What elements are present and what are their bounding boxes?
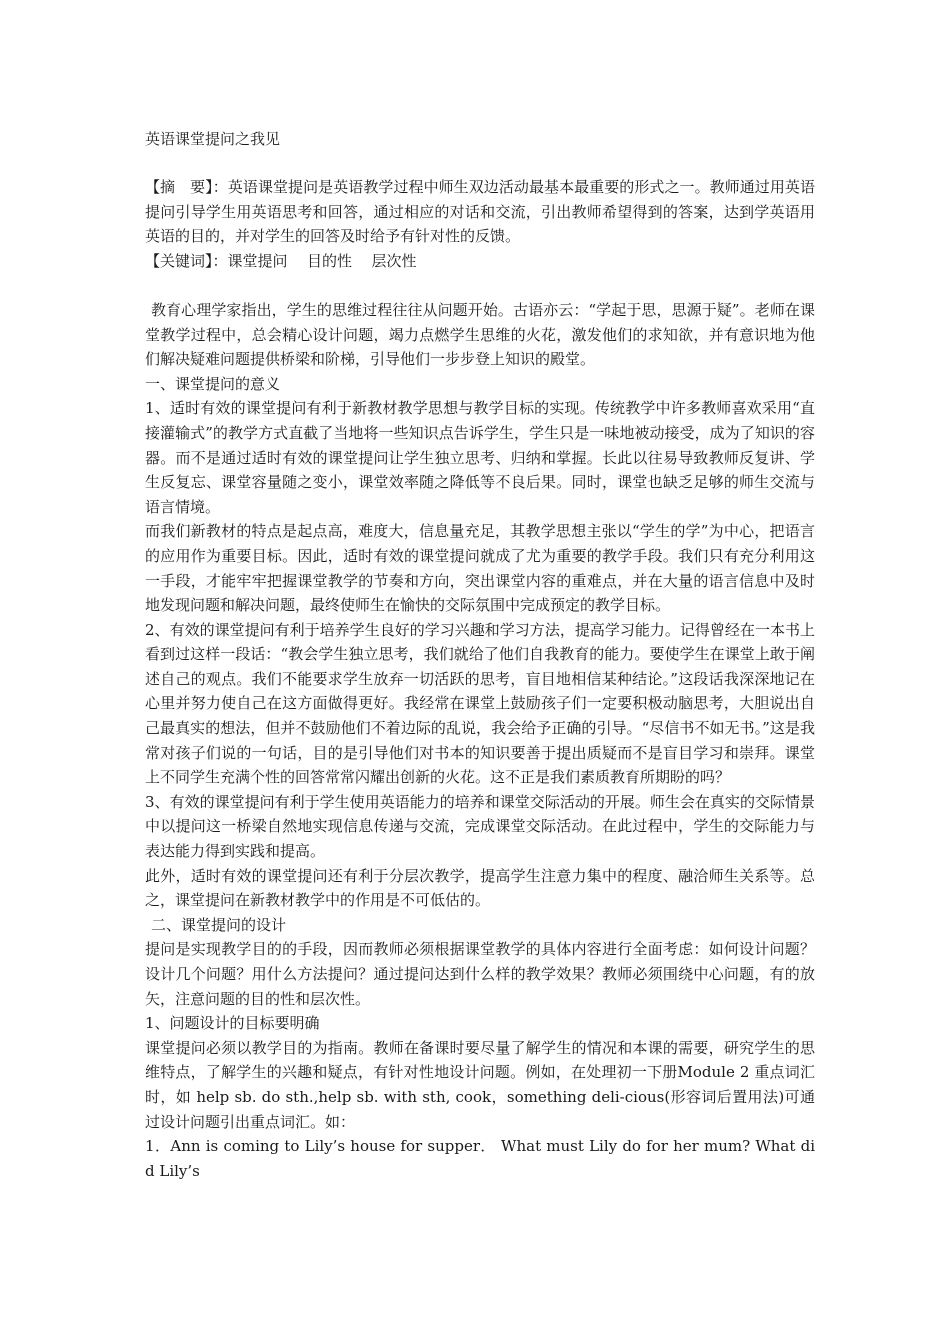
body-paragraph: 课堂提问必须以教学目的为指南。教师在备课时要尽量了解学生的情况和本课的需要，研究学生的思维特点，了解学生的兴趣和疑点，有针对性地设计问题。例如，在处理初一下册Module 2 重点词汇时，如 help sb. do sth.,help sb. with sth, cook，something deli-cious(形容词后置用法)可通过设计问题引出重点词汇。如： bbox=[145, 1038, 815, 1131]
body-paragraph: 提问是实现教学目的的手段，因而教师必须根据课堂教学的具体内容进行全面考虑：如何设计问题？设计几个问题？用什么方法提问？通过提问达到什么样的教学效果？教师必须围绕中心问题，有的放矢，注意问题的目的性和层次性。 bbox=[145, 940, 815, 1008]
abstract-paragraph bbox=[145, 175, 815, 249]
body-paragraph: 3、有效的课堂提问有利于学生使用英语能力的培养和课堂交际活动的开展。师生会在真实的交际情景中以提问这一桥梁自然地实现信息传递与交流，完成课堂交际活动。在此过程中，学生的交际能力与表达能力得到实践和提高。 bbox=[145, 792, 815, 861]
document-page bbox=[145, 127, 815, 1183]
example-question: 1．Ann is coming to Lily’s house for supper． What must Lily do for her mum? What did Lily’s bbox=[145, 1137, 815, 1180]
section-heading: 二、课堂提问的设计 bbox=[151, 915, 287, 934]
intro-paragraph: 教育心理学家指出，学生的思维过程往往从问题开始。古语亦云：“学起于思，思源于疑”。老师在课堂教学过程中，总会精心设计问题，竭力点燃学生思维的火花，激发他们的求知欲，并有意识地为他们解决疑难问题提供桥梁和阶梯，引导他们一步步登上知识的殿堂。 bbox=[145, 300, 815, 369]
section-heading: 一、课堂提问的意义 bbox=[145, 374, 281, 393]
keyword-item: 目的性 bbox=[307, 251, 353, 270]
keywords-label: 【关键词】： bbox=[145, 251, 228, 270]
abstract-text: ：英语课堂提问是英语教学过程中师生双边活动最基本最重要的形式之一。教师通过用英语提问引导学生用英语思考和回答，通过相应的对话和交流，引出教师希望得到的答案，达到学英语用英语的目的，并对学生的回答及时给予有针对性的反馈。 bbox=[145, 178, 815, 246]
keywords-line bbox=[145, 249, 815, 274]
body-paragraph: 1、适时有效的课堂提问有利于新教材教学思想与教学目标的实现。传统教学中许多教师喜欢采用“直接灌输式”的教学方式直截了当地将一些知识点告诉学生，学生只是一味地被动接受，成为了知识的容器。而不是通过适时有效的课堂提问让学生独立思考、归纳和掌握。长此以往易导致教师反复讲、学生反复忘、课堂容量随之变小，课堂效率随之降低等不良后果。同时，课堂也缺乏足够的师生交流与语言情境。 bbox=[145, 399, 815, 516]
keyword-item: 课堂提问 bbox=[227, 251, 288, 270]
document-title: 英语课堂提问之我见 bbox=[145, 130, 281, 148]
body-paragraph: 此外，适时有效的课堂提问还有利于分层次教学，提高学生注意力集中的程度、融洽师生关系等。总之，课堂提问在新教材教学中的作用是不可低估的。 bbox=[145, 866, 815, 910]
body-paragraph: 2、有效的课堂提问有利于培养学生良好的学习兴趣和学习方法，提高学习能力。记得曾经在一本书上看到过这样一段话：“教会学生独立思考，我们就给了他们自我教育的能力。要使学生在课堂上敢于阐述自己的观点。我们不能要求学生放弃一切活跃的思考，盲目地相信某种结论。”这段话我深深地记在心里并努力使自己在这方面做得更好。我经常在课堂上鼓励孩子们一定要积极动脑思考，大胆说出自己最真实的想法，但并不鼓励他们不着边际的乱说，我会给予正确的引导。“尽信书不如无书。”这是我常对孩子们说的一句话，目的是引导他们对书本的知识要善于提出质疑而不是盲目学习和崇拜。课堂上不同学生充满个性的回答常常闪耀出创新的火花。这不正是我们素质教育所期盼的吗？ bbox=[145, 620, 815, 787]
keyword-item: 层次性 bbox=[371, 251, 417, 270]
body-paragraph: 而我们新教材的特点是起点高，难度大，信息量充足，其教学思想主张以“学生的学”为中心，把语言的应用作为重要目标。因此，适时有效的课堂提问就成了尤为重要的教学手段。我们只有充分利用这一手段，才能牢牢把握课堂教学的节奏和方向，突出课堂内容的重难点，并在大量的语言信息中及时地发现问题和解决问题，最终使师生在愉快的交际氛围中完成预定的教学目标。 bbox=[145, 522, 815, 615]
subsection-heading: 1、问题设计的目标要明确 bbox=[145, 1014, 320, 1033]
abstract-label: 【摘 要】 bbox=[145, 178, 213, 196]
